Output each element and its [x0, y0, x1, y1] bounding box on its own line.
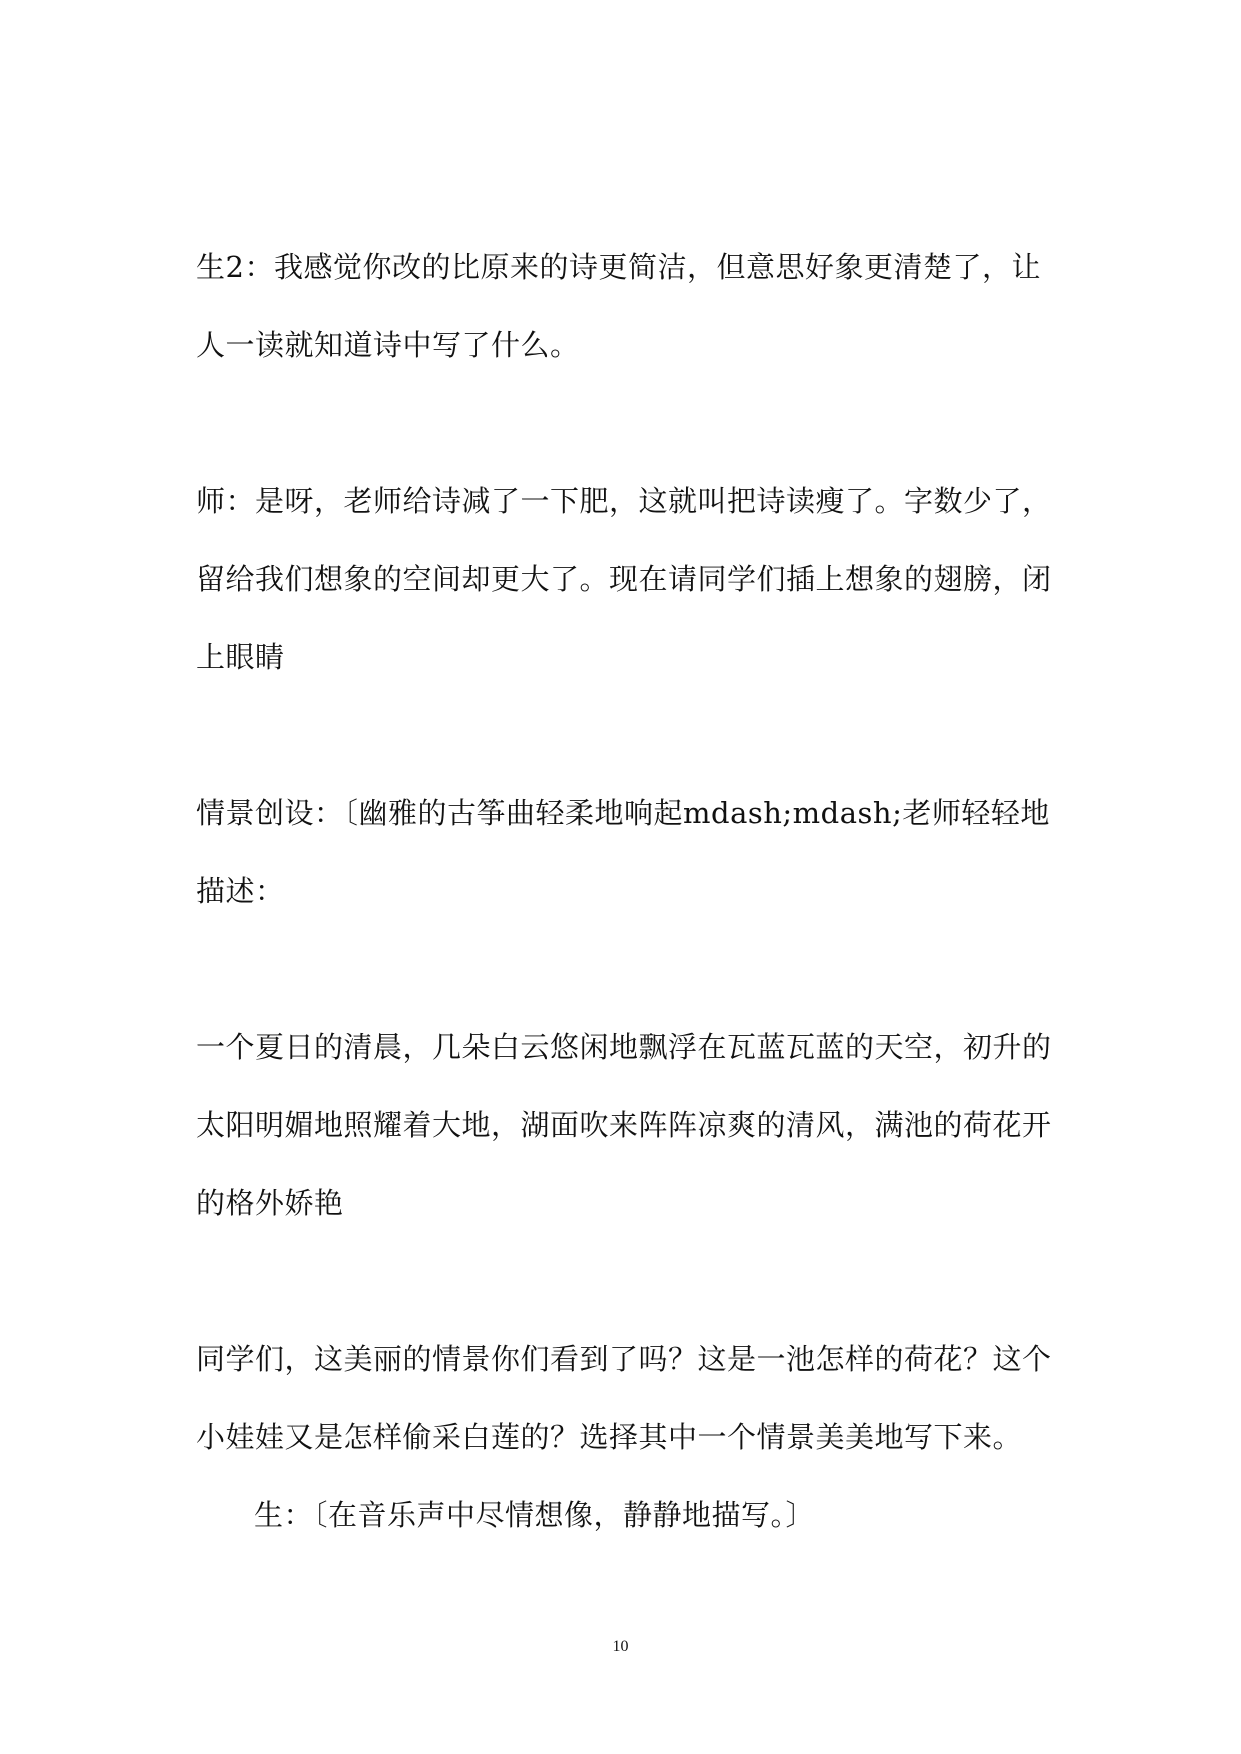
paragraph-summer-morning: 一个夏日的清晨，几朵白云悠闲地飘浮在瓦蓝瓦蓝的天空，初升的太阳明媚地照耀着大地，湖面吹来阵阵凉爽的清风，满池的荷花开的格外娇艳 — [196, 1030, 1052, 1220]
paragraph-student-2: 生2：我感觉你改的比原来的诗更简洁，但意思好象更清楚了，让人一读就知道诗中写了什么。 — [196, 250, 1041, 362]
paragraph-question: 同学们，这美丽的情景你们看到了吗？这是一池怎样的荷花？这个小娃娃又是怎样偷采白莲的？选择其中一个情景美美地写下来。 — [196, 1342, 1052, 1454]
paragraph-teacher: 师：是呀，老师给诗减了一下肥，这就叫把诗读瘦了。字数少了，留给我们想象的空间却更大了。现在请同学们插上想象的翅膀，闭上眼睛 — [196, 484, 1052, 674]
paragraph-student-writing: 生：〔在音乐声中尽情想像，静静地描写。〕 — [254, 1498, 816, 1532]
document-body — [196, 228, 1056, 1554]
page-number: 10 — [612, 1638, 629, 1655]
paragraph-scene-setup: 情景创设：〔幽雅的古筝曲轻柔地响起mdash;mdash;老师轻轻地描述： — [196, 796, 1050, 908]
